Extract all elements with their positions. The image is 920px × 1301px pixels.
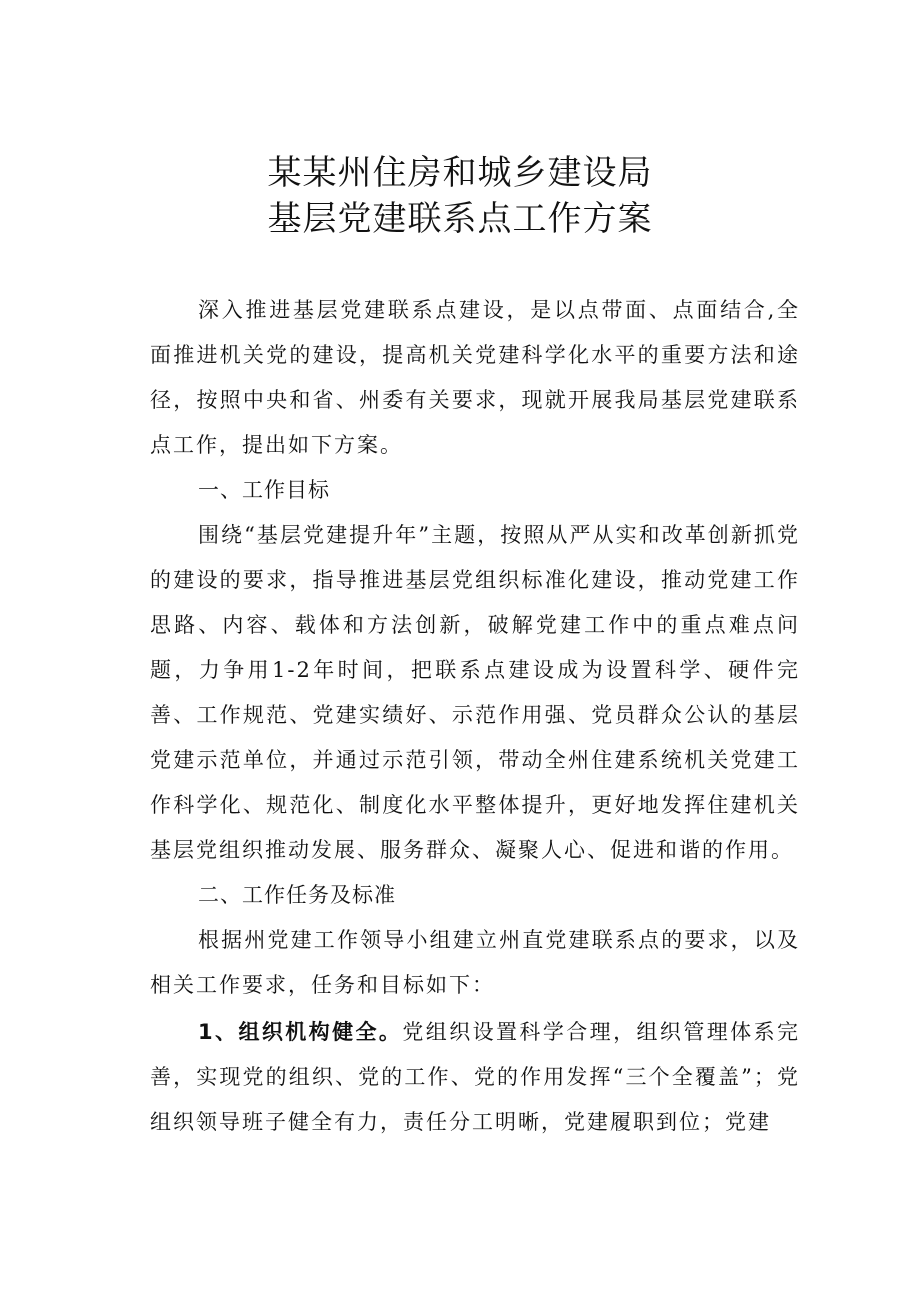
section-1-paragraph: 围绕“基层党建提升年”主题，按照从严从实和改革创新抓党的建设的要求，指导推进基层党组织标准化建设，推动党建工作思路、内容、载体和方法创新，破解党建工作中的重点难点问题，力争用1-2年时间，把联系点建设成为设置科学、硬件完善、工作规范、党建实绩好、示范作用强、党员群众公认的基层党建示范单位，并通过示范引领，带动全州住建系统机关党建工作科学化、规范化、制度化水平整体提升，更好地发挥住建机关基层党组织推动发展、服务群众、凝聚人心、促进和谐的作用。 [150,523,800,862]
section-1-heading: 一、工作目标 [198,478,330,502]
item-1-lead: 1、组织机构健全。 [198,1020,403,1044]
document-body [150,288,800,1145]
intro-paragraph: 深入推进基层党建联系点建设，是以点带面、点面结合,全面推进机关党的建设，提高机关党建科学化水平的重要方法和途径，按照中央和省、州委有关要求，现就开展我局基层党建联系点工作，提出如下方案。 [150,298,800,457]
item-1-paragraph [150,1010,800,1145]
section-2-paragraph: 根据州党建工作领导小组建立州直党建联系点的要求，以及相关工作要求，任务和目标如下： [150,928,800,997]
section-2-heading: 二、工作任务及标准 [198,883,396,907]
title-line-1: 某某州住房和城乡建设局 [267,153,653,193]
item-1-text: 党组织设置科学合理，组织管理体系完善，实现党的组织、党的工作、党的作用发挥“三个全覆盖”；党组织领导班子健全有力，责任分工明晰，党建履职到位；党建 [150,1020,800,1134]
document-title [0,150,920,242]
title-line-2: 基层党建联系点工作方案 [267,199,653,239]
